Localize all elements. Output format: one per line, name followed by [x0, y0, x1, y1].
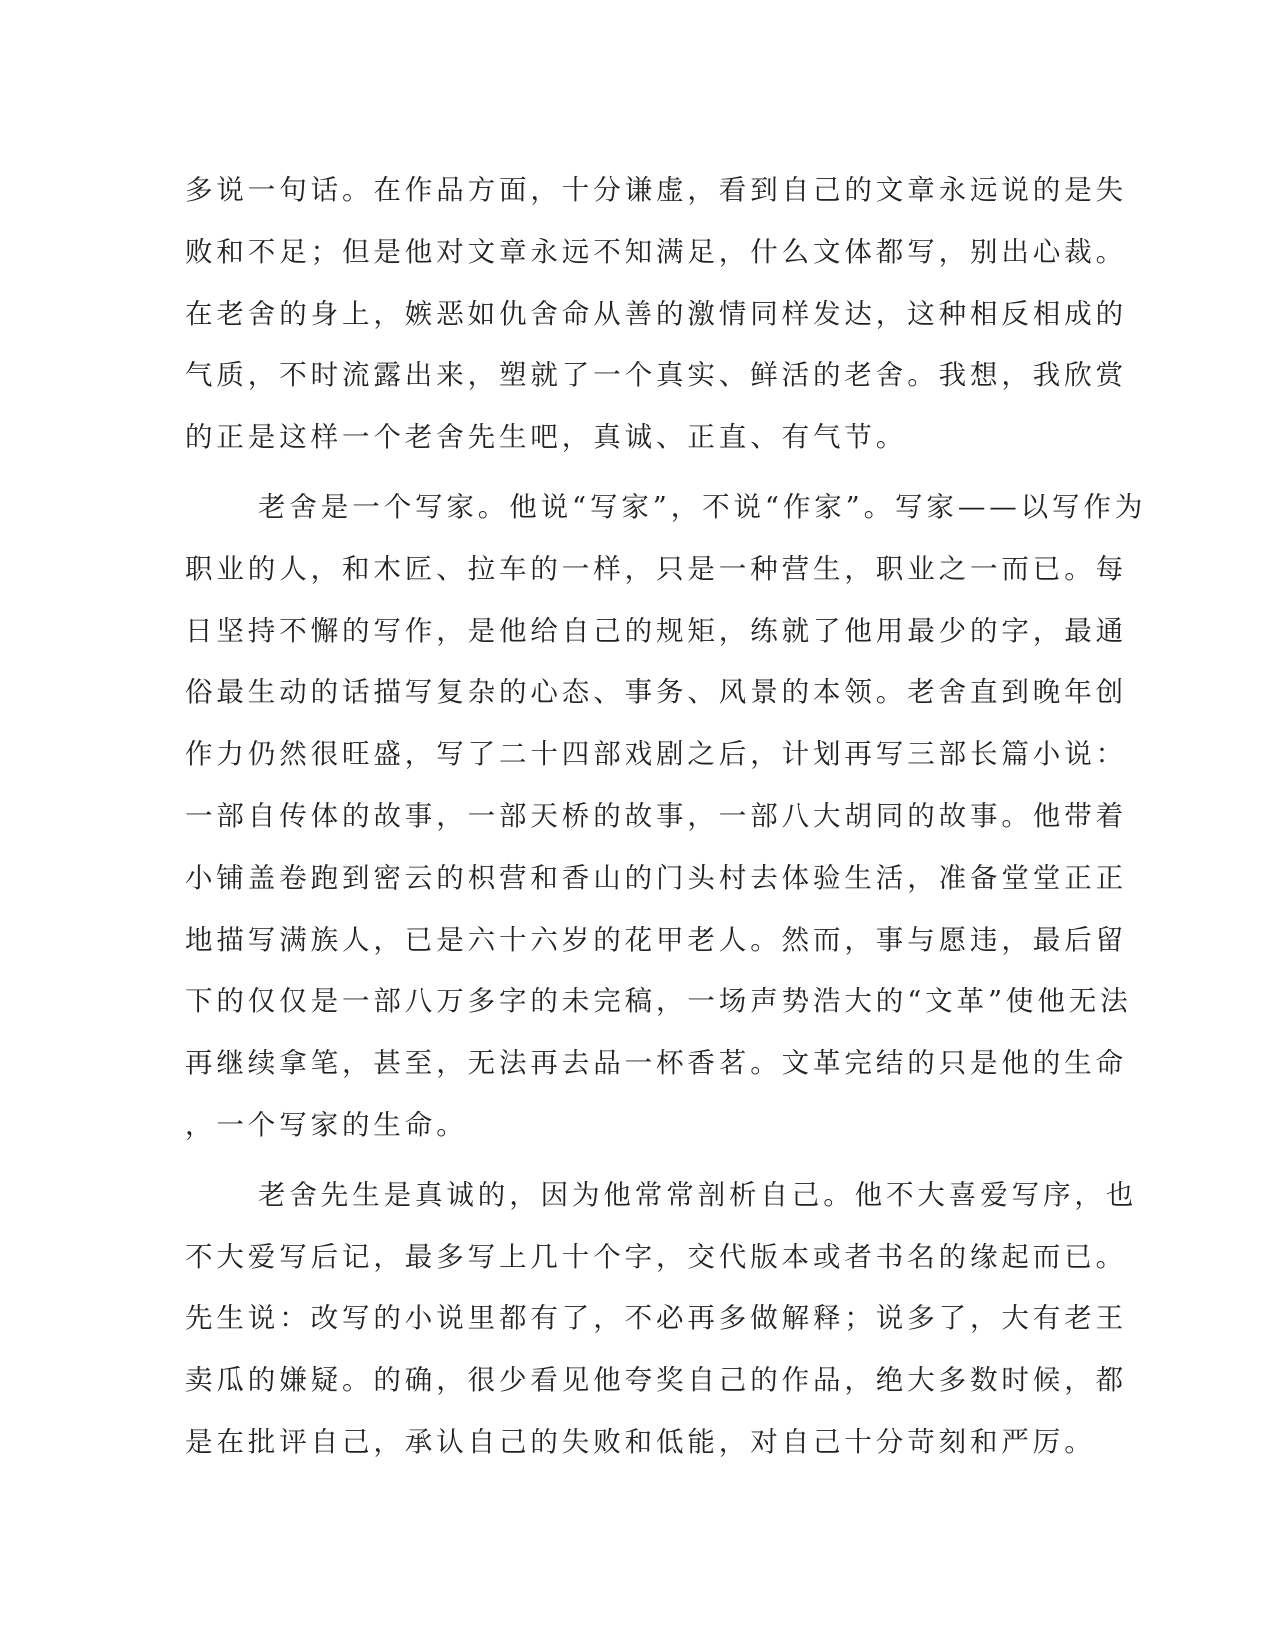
text-line: 在老舍的身上，嫉恶如仇舍命从善的激情同样发达，这种相反相成的 [185, 297, 1127, 330]
text-line: 败和不足；但是他对文章永远不知满足，什么文体都写，别出心裁。 [185, 235, 1127, 268]
text-line: 小铺盖卷跑到密云的枳营和香山的门头村去体验生活，准备堂堂正正 [185, 861, 1127, 894]
text-line: 职业的人，和木匠、拉车的一样，只是一种营生，职业之一而已。每 [185, 552, 1127, 585]
text-line: 卖瓜的嫌疑。的确，很少看见他夸奖自己的作品，绝大多数时候，都 [185, 1364, 1127, 1397]
text-line: 老舍先生是真诚的，因为他常常剖析自己。他不大喜爱写序，也 [258, 1178, 1138, 1211]
text-line: 下的仅仅是一部八万多字的未完稿，一场声势浩大的“文革”使他无法 [185, 985, 1132, 1018]
paragraph-spacer [185, 1157, 1075, 1165]
text-line: 俗最生动的话描写复杂的心态、事务、风景的本领。老舍直到晚年创 [185, 676, 1127, 709]
text-line: 先生说：改写的小说里都有了，不必再多做解释；说多了，大有老王 [185, 1302, 1127, 1335]
paragraph-spacer [185, 469, 1075, 477]
text-line: 的正是这样一个老舍先生吧，真诚、正直、有气节。 [185, 421, 908, 454]
text-line: 老舍是一个写家。他说“写家”，不说“作家”。写家——以写作为 [258, 490, 1147, 523]
text-line: 气质，不时流露出来，塑就了一个真实、鲜活的老舍。我想，我欣赏 [185, 359, 1127, 392]
paragraph [185, 1165, 1138, 1474]
text-line: 作力仍然很旺盛，写了二十四部戏剧之后，计划再写三部长篇小说： [185, 738, 1127, 771]
text-line: ，一个写家的生命。 [185, 1108, 468, 1141]
paragraph [185, 160, 1127, 469]
text-line: 一部自传体的故事，一部天桥的故事，一部八大胡同的故事。他带着 [185, 799, 1127, 832]
text-line: 地描写满族人，已是六十六岁的花甲老人。然而，事与愿违，最后留 [185, 923, 1127, 956]
text-line: 不大爱写后记，最多写上几十个字，交代版本或者书名的缘起而已。 [185, 1240, 1127, 1273]
text-line: 是在批评自己，承认自己的失败和低能，对自己十分苛刻和严厉。 [185, 1425, 1096, 1458]
paragraph [185, 477, 1147, 1157]
text-line: 再继续拿笔，甚至，无法再去品一杯香茗。文革完结的只是他的生命 [185, 1047, 1127, 1080]
text-line: 多说一句话。在作品方面，十分谦虚，看到自己的文章永远说的是失 [185, 174, 1127, 206]
document-body [185, 160, 1147, 1474]
text-line: 日坚持不懈的写作，是他给自己的规矩，练就了他用最少的字，最通 [185, 614, 1127, 647]
